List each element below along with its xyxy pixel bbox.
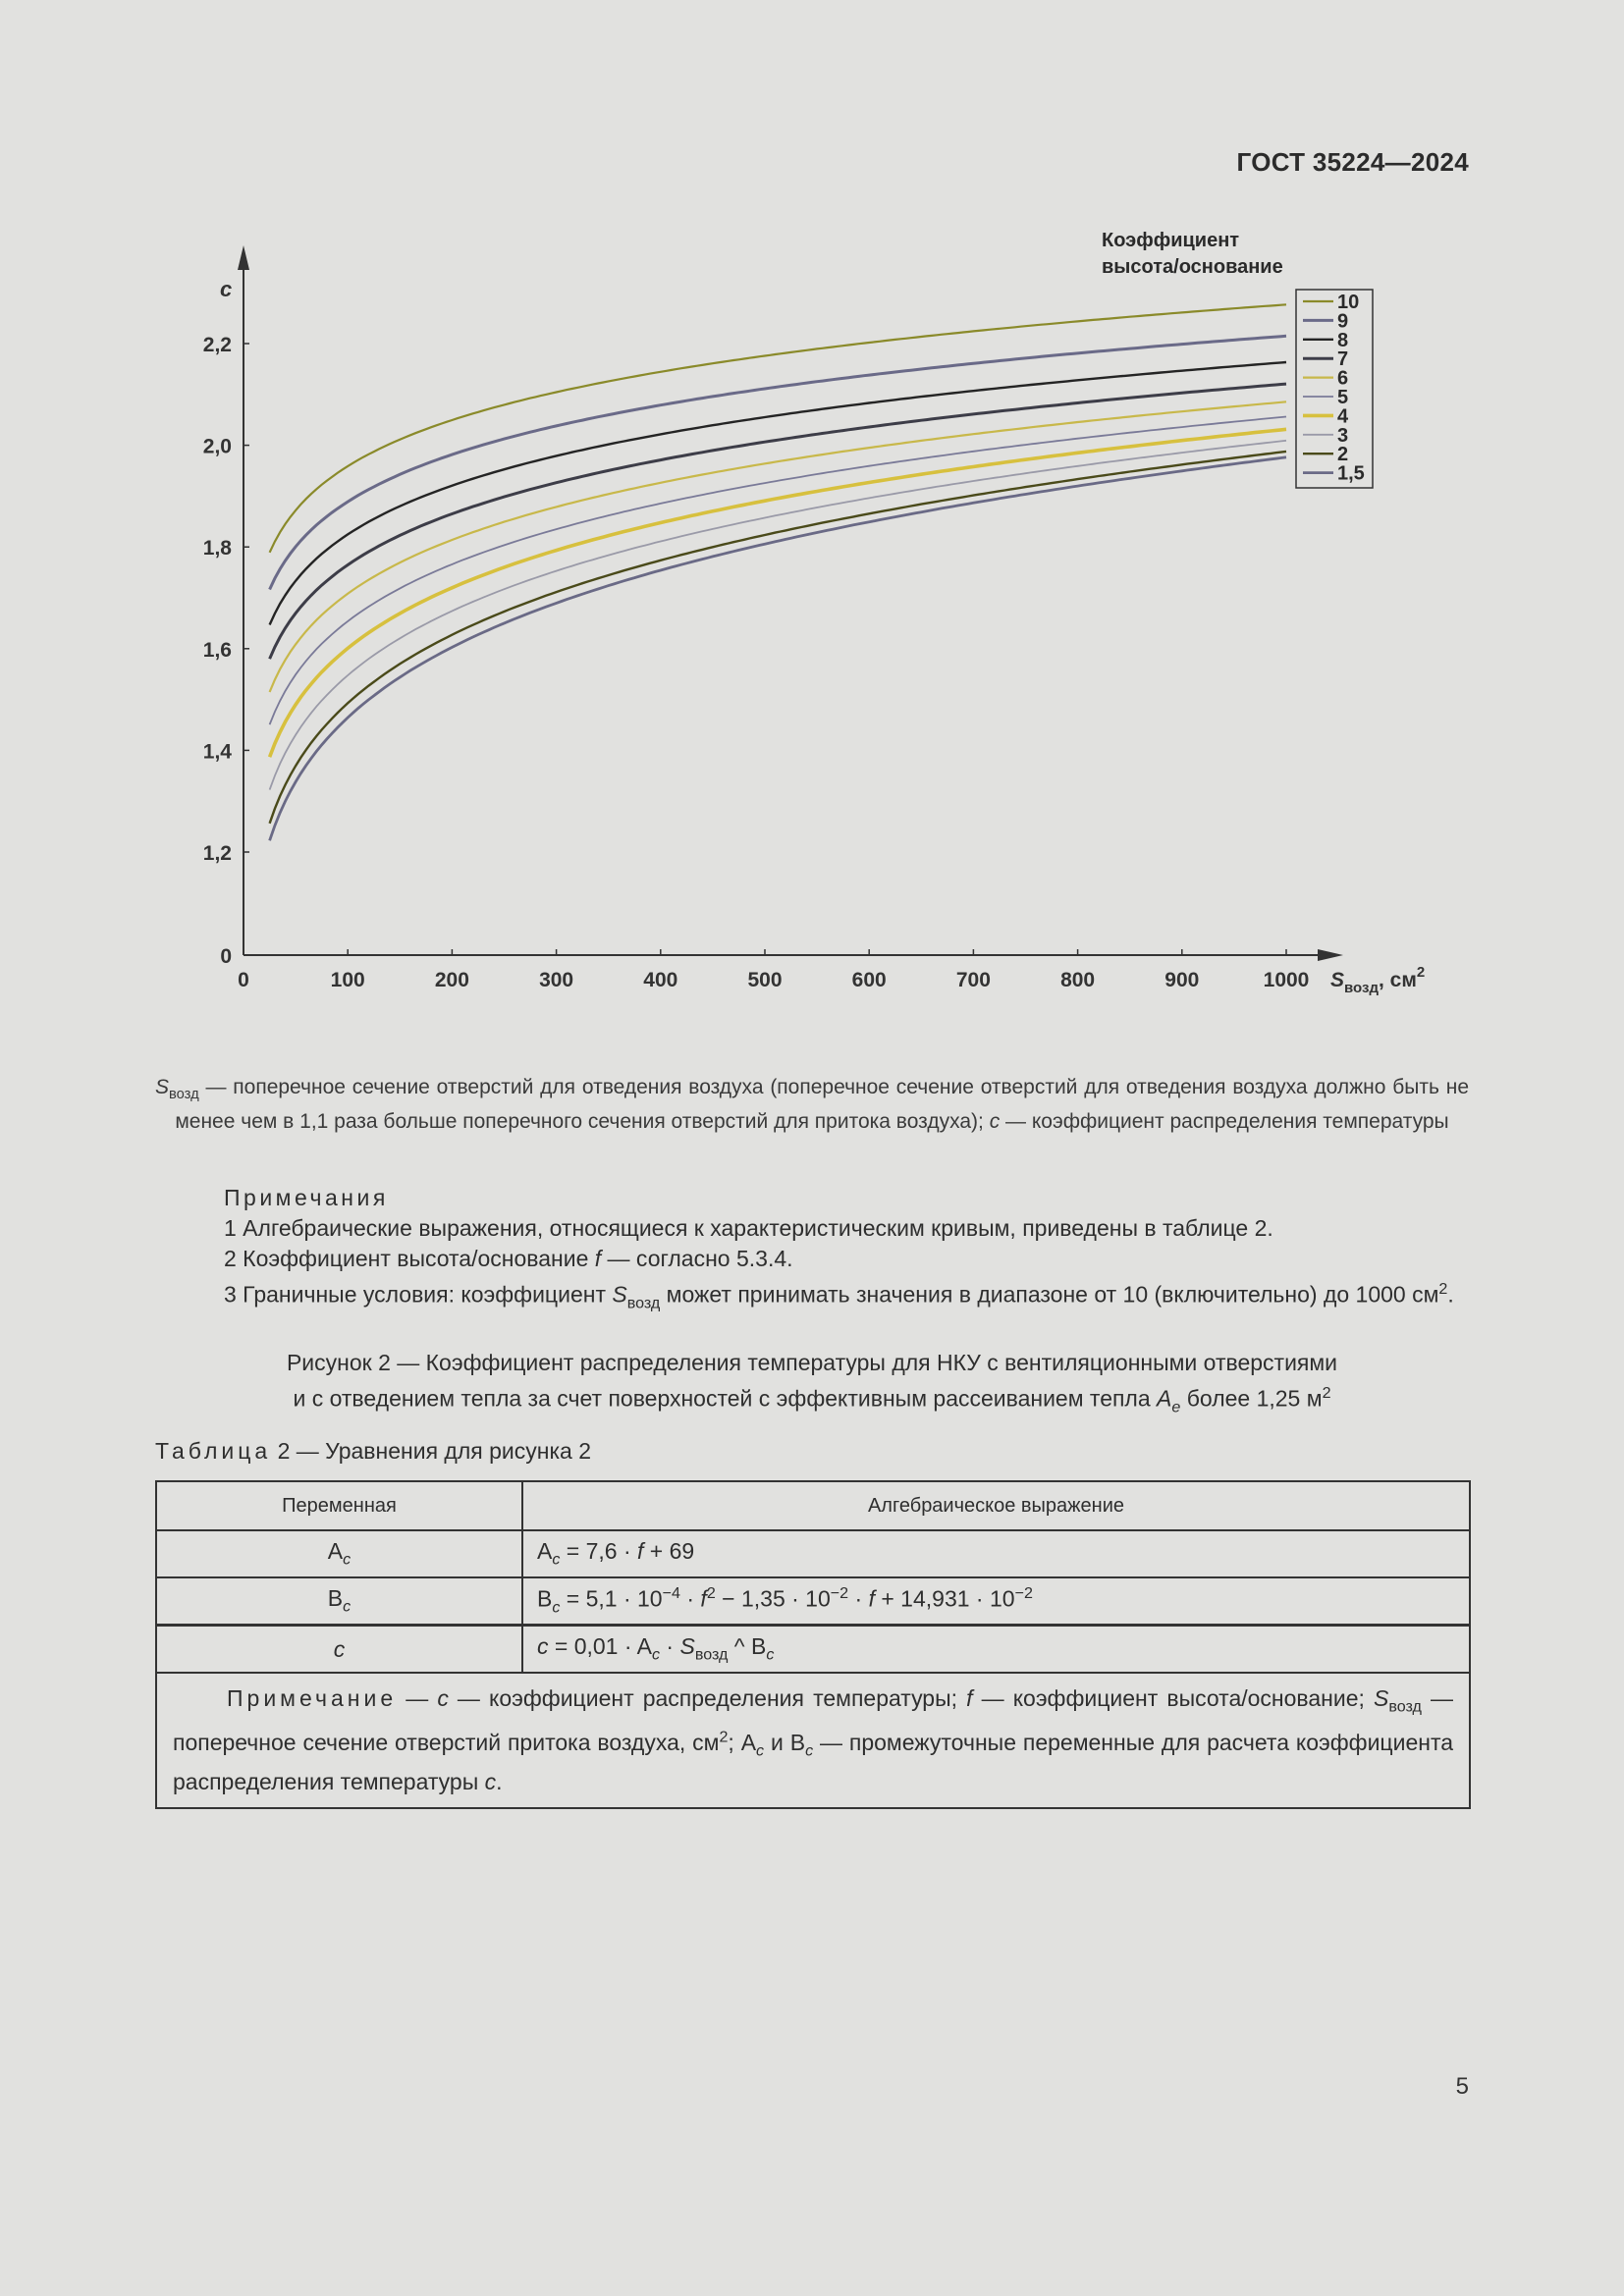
variable-cell: c <box>156 1626 522 1674</box>
temperature-distribution-chart <box>0 0 1624 1041</box>
y-tick-label: 2,2 <box>202 334 232 356</box>
legend-label: 10 <box>1337 292 1360 313</box>
x-tick-label: 700 <box>955 969 991 991</box>
expression-cell: $B_c = 5,1 \cdot 10^{-4} \cdot f^2 - 1,35 \cdot 10^{-2} \cdot f + 14,931 \cdot 10^{-2}$ <box>522 1577 1470 1626</box>
y-tick-label: 1,2 <box>202 842 232 865</box>
series-line-7 <box>270 384 1286 659</box>
series-line-2 <box>270 452 1286 824</box>
note-1: 1 Алгебраические выражения, относящиеся к характеристическим кривым, приведены в таблице 2. <box>224 1215 1273 1241</box>
y-tick-label: 0 <box>220 945 232 968</box>
table-header-row <box>156 1481 1470 1530</box>
series-line-5 <box>270 417 1286 725</box>
chart-legend <box>1102 230 1373 488</box>
legend-label: 9 <box>1337 310 1349 333</box>
x-tick-label: 900 <box>1164 969 1200 991</box>
x-tick-label: 300 <box>539 969 574 991</box>
x-axis-arrow <box>1318 949 1343 961</box>
table-row <box>156 1577 1470 1626</box>
note-2: 2 Коэффициент высота/основание f — согласно 5.3.4. <box>224 1246 793 1271</box>
document-number: ГОСТ 35224—2024 <box>1236 147 1469 177</box>
series-line-3 <box>270 441 1286 790</box>
legend-title-line-2: высота/основание <box>1102 256 1283 278</box>
page-number: 5 <box>1455 2073 1469 2100</box>
column-header-variable: Переменная <box>156 1481 522 1530</box>
legend-label: 7 <box>1337 348 1349 371</box>
legend-label: 1,5 <box>1337 462 1365 485</box>
column-header-expression: Алгебраическое выражение <box>522 1481 1470 1530</box>
x-tick-label: 0 <box>238 969 249 991</box>
figure-legend-text: $S_{возд}$ — поперечное сечение отверстий для отведения воздуха (поперечное сечение отверстий для отведения воздуха должно быть не менее чем в 1,1 раза больше поперечного сечения отверстий для притока воздуха); c — коэффициент распределения температуры <box>155 1076 1469 1134</box>
x-axis-label: $S_{возд}$, $см^2$ <box>1330 964 1426 996</box>
x-tick-label: 400 <box>643 969 678 991</box>
legend-label: 4 <box>1337 405 1349 428</box>
series-line-8 <box>270 362 1286 625</box>
x-tick-label: 1000 <box>1263 969 1310 991</box>
table-title: Таблица 2 — Уравнения для рисунка 2 <box>155 1438 591 1464</box>
x-tick-label: 100 <box>330 969 365 991</box>
notes-title: Примечания <box>224 1185 389 1210</box>
note-3: 3 Граничные условия: коэффициент $S_{возд}$ может принимать значения в диапазоне от 10 (включительно) до 1000 $см^2$. <box>224 1280 1454 1312</box>
figure-notes <box>155 1183 1469 1318</box>
table-note-row <box>156 1673 1470 1808</box>
x-tick-label: 600 <box>851 969 887 991</box>
y-axis-label: c <box>220 277 233 301</box>
chart-curves <box>270 304 1286 840</box>
y-tick-label: 1,8 <box>202 537 232 561</box>
figure-caption: Рисунок 2 — Коэффициент распределения температуры для НКУ с вентиляционными отверстиями и с отведением тепла за счет поверхностей с эффективным рассеиванием тепла $A_e$ более 1,25 $м^2$ <box>286 1350 1338 1416</box>
variable-cell: $B_c$ <box>156 1577 522 1626</box>
variable-cell: $A_c$ <box>156 1530 522 1577</box>
y-tick-label: 1,4 <box>202 740 232 764</box>
table-row <box>156 1626 1470 1674</box>
legend-label: 5 <box>1337 387 1349 408</box>
y-axis-arrow <box>238 245 249 270</box>
x-tick-label: 800 <box>1060 969 1096 991</box>
expression-cell: $A_c = 7,6 \cdot f + 69$ <box>522 1530 1470 1577</box>
legend-label: 6 <box>1337 367 1349 390</box>
legend-label: 8 <box>1337 329 1349 351</box>
y-tick-label: 2,0 <box>202 435 232 458</box>
table-row <box>156 1530 1470 1577</box>
legend-label: 3 <box>1337 424 1349 447</box>
expression-cell: $c = 0,01 \cdot A_c \cdot S_{возд}$ ^ $B_c$ <box>522 1626 1470 1674</box>
legend-label: 2 <box>1337 444 1349 466</box>
table-note: Примечание — c — коэффициент распределения температуры; f — коэффициент высота/основание; $S_{возд}$ — поперечное сечение отверстий притока воздуха, $см^2$; $A_c$ и $B_c$ — промежуточные переменные для расчета коэффициента распределения температуры c. <box>156 1673 1470 1808</box>
y-tick-label: 1,6 <box>202 638 232 662</box>
equations-table <box>155 1480 1471 1809</box>
legend-title-line-1: Коэффициент <box>1102 230 1240 251</box>
x-tick-label: 200 <box>434 969 469 991</box>
x-tick-label: 500 <box>747 969 783 991</box>
